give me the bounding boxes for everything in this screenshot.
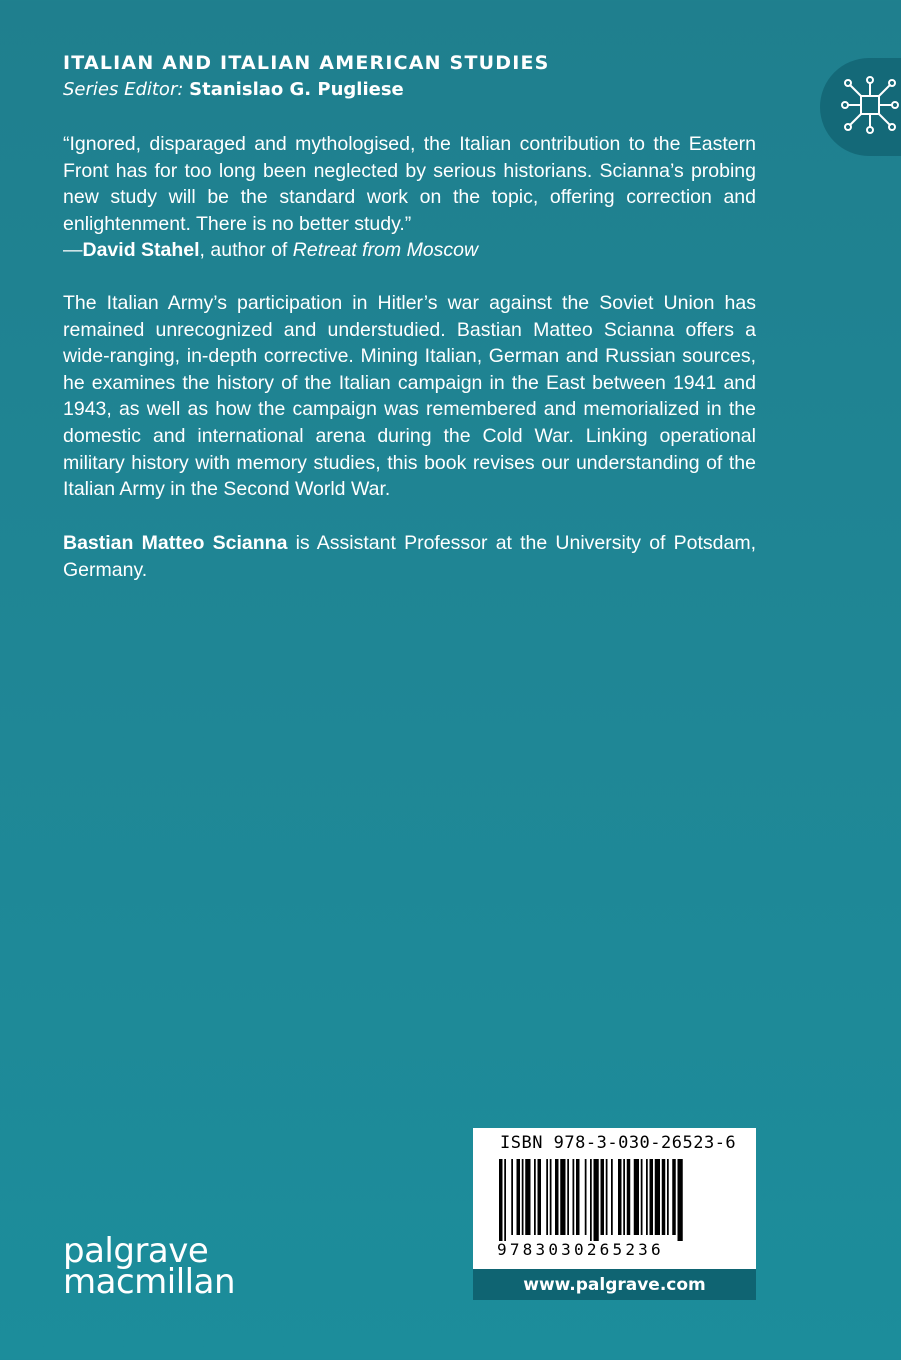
palgrave-circuit-icon — [837, 68, 901, 142]
barcode — [499, 1159, 729, 1241]
website-url: www.palgrave.com — [473, 1269, 756, 1300]
publisher-logo — [63, 1231, 235, 1302]
author-bio-text: is Assistant Professor at the University of Potsdam, Germany. — [63, 532, 757, 581]
quote-attribution — [63, 237, 756, 264]
palgrave-badge — [820, 58, 901, 156]
quote-author: David Stahel — [82, 239, 200, 261]
barcode-digits: 9783030265236 — [497, 1240, 664, 1259]
series-editor-name: Stanislao G. Pugliese — [189, 79, 404, 100]
endorsement-quote: “Ignored, disparaged and mythologised, the Italian contribution to the Eastern Front has for too long been neglected by serious historians. Scianna’s probing new study will be the standard work on the topic, offering correction and enlightenment. There is no better study.” — [63, 133, 756, 235]
author-bio — [63, 530, 756, 583]
series-title: ITALIAN AND ITALIAN AMERICAN STUDIES — [63, 52, 550, 74]
author-name: Bastian Matteo Scianna — [63, 532, 288, 554]
isbn-label: ISBN 978-3-030-26523-6 — [500, 1133, 737, 1153]
attribution-dash: — — [63, 239, 83, 261]
attribution-suffix: , author of — [199, 239, 293, 261]
quote-book-title: Retreat from Moscow — [292, 239, 479, 261]
publisher-logo-line2: macmillan — [63, 1262, 235, 1302]
series-editor-role: Series Editor: — [63, 79, 184, 100]
publisher-logo-line1: palgrave — [63, 1231, 209, 1271]
series-editor — [63, 79, 404, 100]
book-blurb: The Italian Army’s participation in Hitler’s war against the Soviet Union has remained unrecognized and understudied. Bastian Matteo Scianna offers a wide-ranging, in-depth corrective. Mining Italian, German and Russian sources, he examines the history of the Italian campaign in the East between 1941 and 1943, as well as how the campaign was remembered and memorialized in the domestic and international arena during the Cold War. Linking operational military history with memory studies, this book revises our understanding of the Italian Army in the Second World War. — [63, 292, 756, 501]
isbn-barcode-box — [473, 1128, 756, 1269]
